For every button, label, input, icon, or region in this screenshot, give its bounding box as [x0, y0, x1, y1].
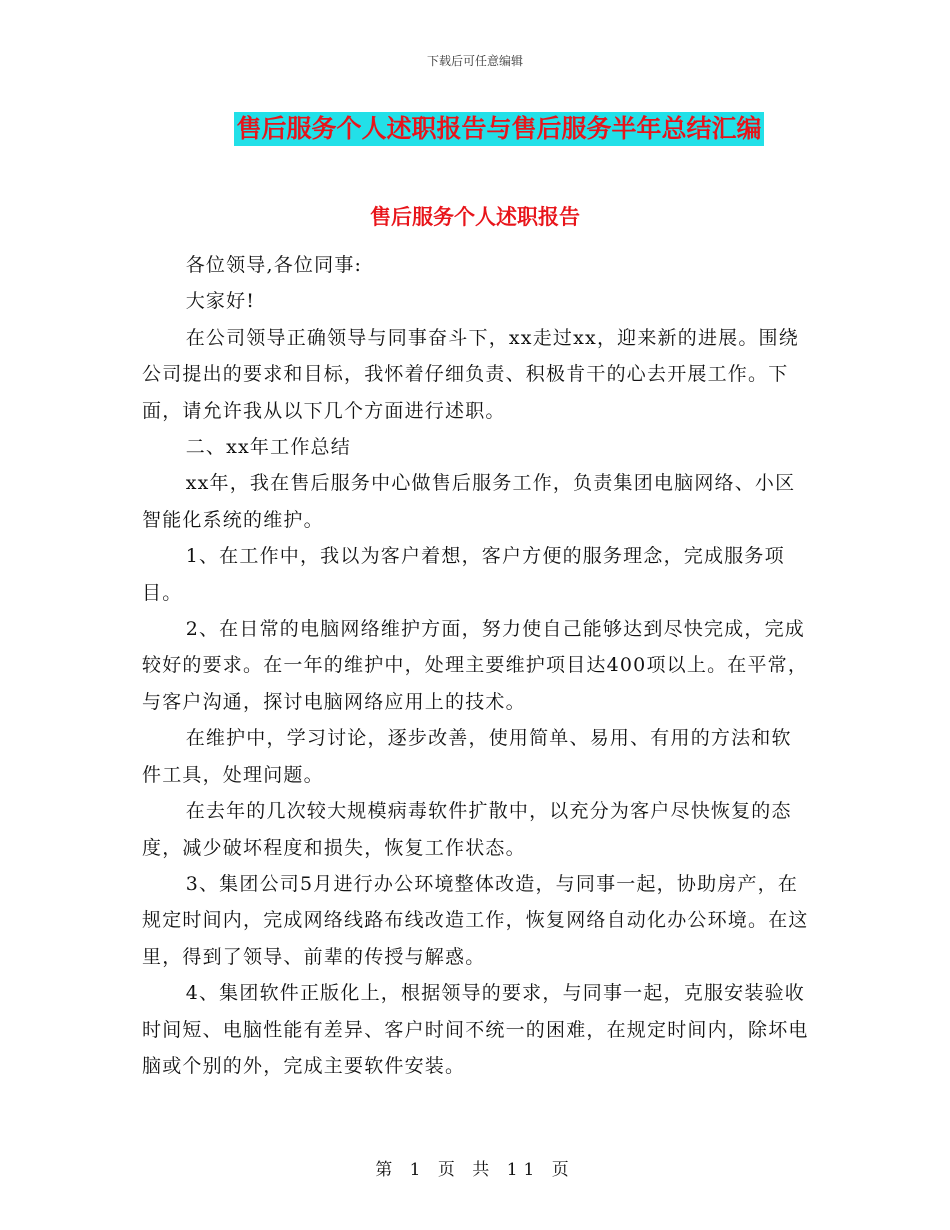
main-title — [0, 112, 950, 146]
paragraph: 1、在工作中，我以为客户着想，客户方便的服务理念，完成服务项目。 — [142, 545, 785, 604]
paragraph: 在公司领导正确领导与同事奋斗下，xx走过xx，迎来新的进展。围绕公司提出的要求和目标，我怀着仔细负责、积极肯干的心去开展工作。下面，请允许我从以下几个方面进行述职。 — [142, 326, 799, 422]
body-text — [142, 247, 810, 1084]
paragraph: 3、集团公司5月进行办公环境整体改造，与同事一起，协助房产，在规定时间内，完成网络线路布线改造工作，恢复网络自动化办公环境。在这里，得到了领导、前辈的传授与解惑。 — [142, 872, 809, 968]
paragraph: 4、集团软件正版化上，根据领导的要求，与同事一起，克服安装验收时间短、电脑性能有差异、客户时间不统一的困难，在规定时间内，除坏电脑或个别的外，完成主要软件安装。 — [142, 982, 809, 1077]
paragraph: 2、在日常的电脑网络维护方面，努力使自己能够达到尽快完成，完成较好的要求。在一年的维护中，处理主要维护项目达400项以上。在平常，与客户沟通，探讨电脑网络应用上的技术。 — [142, 618, 809, 713]
paragraph: 大家好! — [185, 290, 256, 313]
header-note: 下载后可任意编辑 — [426, 54, 523, 68]
main-title-text: 售后服务个人述职报告与售后服务半年总结汇编 — [234, 112, 763, 146]
paragraph: 二、xx年工作总结 — [185, 436, 351, 459]
section-title: 售后服务个人述职报告 — [370, 205, 580, 229]
paragraph: 在去年的几次较大规模病毒软件扩散中，以充分为客户尽快恢复的态度，减少破坏程度和损失，恢复工作状态。 — [142, 800, 792, 859]
paragraph: 在维护中，学习讨论，逐步改善，使用简单、易用、有用的方法和软件工具，处理问题。 — [142, 727, 792, 786]
paragraph: xx年，我在售后服务中心做售后服务工作，负责集团电脑网络、小区智能化系统的维护。 — [142, 472, 796, 531]
page-footer: 第 1 页 共 11 页 — [375, 1160, 575, 1180]
paragraph: 各位领导,各位同事: — [185, 254, 363, 276]
